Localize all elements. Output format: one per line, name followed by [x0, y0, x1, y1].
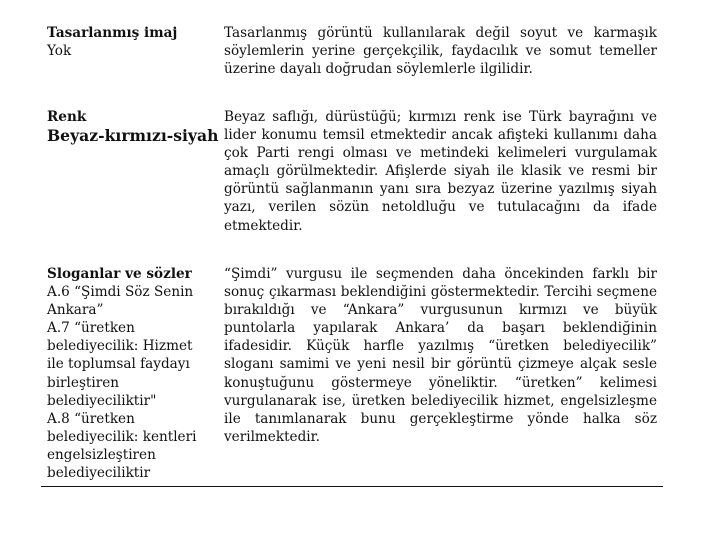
row-description: Beyaz saflığı, dürüstüğü; kırmızı renk ise Türk bayrağını ve lider konumu temsil etmektedir ancak afişteki kullanımı daha çok Parti rengi olması ve metindeki kelimeleri vurgulamak amaçlı görülmektedir. Afişlerde siyah ile klasik ve resmi bir görüntü sağlanmanın yanı sıra bezyaz üzerine yazılmış siyah yazı, verilen sözün netoldluğu ve tutulacağını da ifade etmektedir.	[224, 109, 657, 234]
slogan-line: engelsizleştiren	[47, 446, 156, 463]
row-description: “Şimdi” vurgusu ile seçmenden daha öncekinden farklı bir sonuç çıkarması beklendiğini göstermektedir. Tercihi seçmene bırakıldığı ve “Ankara” vurgusunun kırmızı ve büyük puntolarla yapılarak Ankara’ da başarı beklendiğinin ifadesidir. Küçük harfle yazılmış “üretken belediyecilik” sloganı samimi ve yeni nesil bir görüntü çizmeye alçak sesle konuştuğunu göstermeye yöneliktir. “üretken” kelimesi vurgulanarak ise, üretken belediyecilik hizmet, engelsizleşme ile tanımlanarak bunu gerçekleştirme yönde halka söz verilmektedir.	[224, 266, 657, 445]
row-heading: Renk	[47, 109, 87, 125]
slogan-line: belediyecilik: kentleri	[47, 428, 197, 445]
table-row	[41, 24, 663, 88]
slogan-line: A.6 “Şimdi Söz Senin	[47, 284, 194, 301]
slogan-line: A.7 “üretken	[47, 320, 135, 337]
slogan-line: belediyeciliktir	[47, 465, 151, 482]
slogan-line: belediyeciliktir"	[47, 392, 157, 409]
table-row	[41, 108, 663, 238]
row-value: Beyaz-kırmızı-siyah	[47, 126, 219, 146]
row-description: Tasarlanmış görüntü kullanılarak değil soyut ve karmaşık söylemlerin yerine gerçekçilik, faydacılık ve somut temeller üzerine dayalı doğrudan söylemlerle ilgilidir.	[224, 25, 657, 78]
table-bottom-rule	[41, 486, 663, 487]
row-heading: Sloganlar ve sözler	[47, 266, 192, 282]
table-row	[41, 265, 663, 480]
slogan-line: birleştiren	[47, 374, 120, 391]
row-heading: Tasarlanmış imaj	[47, 25, 178, 41]
row-label-cell	[47, 265, 219, 482]
slogan-line: Ankara”	[47, 302, 104, 319]
row-label-cell	[47, 24, 219, 60]
slogan-line: belediyecilik: Hizmet	[47, 338, 193, 355]
row-value: Yok	[47, 43, 72, 60]
slogan-line: ile toplumsal faydayı	[47, 356, 190, 373]
slogan-line: A.8 “üretken	[47, 410, 135, 427]
row-label-cell	[47, 108, 219, 146]
